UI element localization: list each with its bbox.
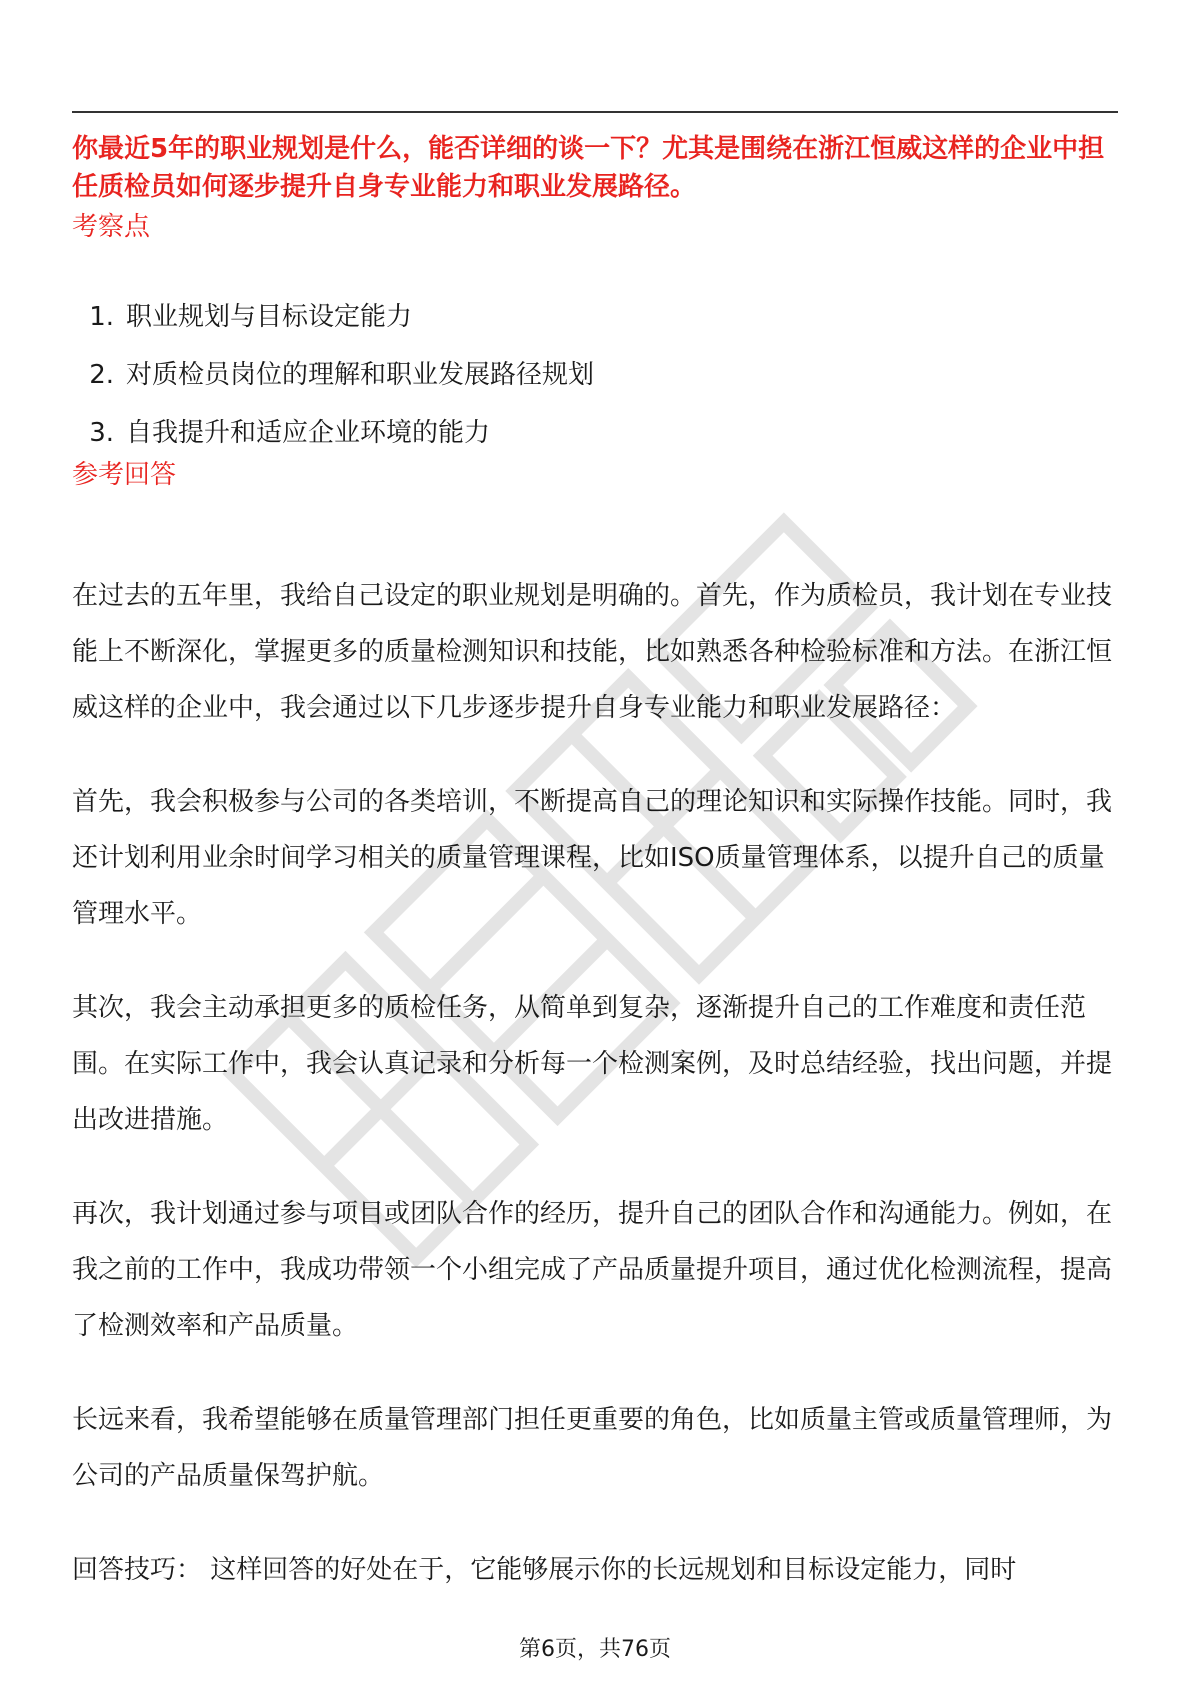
question-title: 你最近5年的职业规划是什么，能否详细的谈一下？尤其是围绕在浙江恒威这样的企业中担任质检员如何逐步提升自身专业能力和职业发展路径。 (72, 134, 1105, 202)
list-item-number: 1. (89, 302, 114, 332)
answer-paragraph: 其次，我会主动承担更多的质检任务，从简单到复杂，逐渐提升自己的工作难度和责任范围。在实际工作中，我会认真记录和分析每一个检测案例，及时总结经验，找出问题，并提出改进措施。 (72, 993, 1113, 1135)
answer-heading: 参考回答 (72, 460, 177, 490)
answer-paragraph: 在过去的五年里，我给自己设定的职业规划是明确的。首先，作为质检员，我计划在专业技能上不断深化，掌握更多的质量检测知识和技能，比如熟悉各种检验标准和方法。在浙江恒威这样的企业中，我会通过以下几步逐步提升自身专业能力和职业发展路径： (72, 581, 1113, 723)
list-item-text: 职业规划与目标设定能力 (126, 302, 413, 332)
answer-body (72, 568, 1118, 1636)
list-item (72, 358, 1118, 416)
points-heading: 考察点 (72, 212, 151, 242)
answer-tips: 回答技巧： 这样回答的好处在于，它能够展示你的长远规划和目标设定能力，同时 (72, 1555, 1017, 1585)
page-number: 第6页，共76页 (519, 1637, 671, 1662)
list-item-text: 对质检员岗位的理解和职业发展路径规划 (126, 360, 595, 390)
answer-paragraph: 首先，我会积极参与公司的各类培训，不断提高自己的理论知识和实际操作技能。同时，我还计划利用业余时间学习相关的质量管理课程，比如ISO质量管理体系，以提升自己的质量管理水平。 (72, 787, 1113, 929)
list-item-text: 自我提升和适应企业环境的能力 (126, 418, 491, 448)
answer-paragraph: 长远来看，我希望能够在质量管理部门担任更重要的角色，比如质量主管或质量管理师，为公司的产品质量保驾护航。 (72, 1405, 1113, 1491)
list-item (72, 300, 1118, 358)
answer-paragraph: 再次，我计划通过参与项目或团队合作的经历，提升自己的团队合作和沟通能力。例如，在我之前的工作中，我成功带领一个小组完成了产品质量提升项目，通过优化检测流程，提高了检测效率和产品质量。 (72, 1199, 1113, 1341)
list-item-number: 3. (89, 418, 114, 448)
points-list (72, 300, 1118, 474)
list-item-number: 2. (89, 360, 114, 390)
top-divider (72, 111, 1118, 113)
list-item (72, 416, 1118, 474)
